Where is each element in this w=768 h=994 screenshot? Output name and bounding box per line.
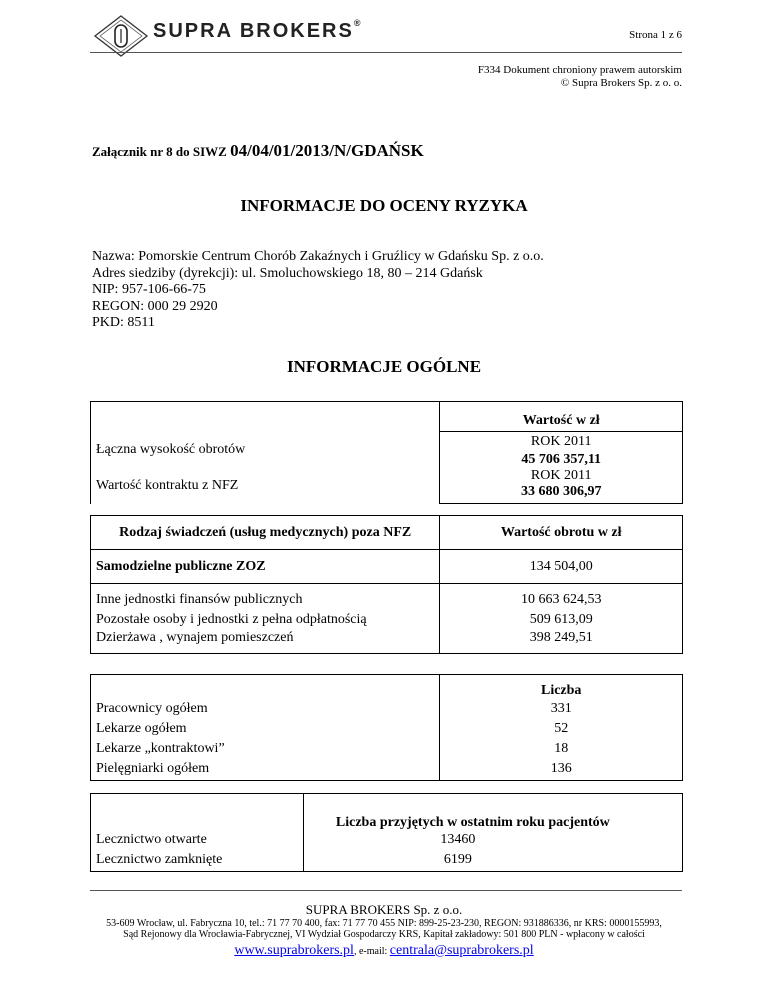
email-link[interactable]: centrala@suprabrokers.pl — [389, 943, 534, 958]
footer-address: 53-609 Wrocław, ul. Fabryczna 10, tel.: 71 77 70 400, fax: 71 77 70 455 NIP: 899-25-23-230, REGON: 931886336, nr KRS: 0000155993, — [106, 918, 662, 929]
row-label: Dzierżawa , wynajem pomieszczeń — [91, 630, 440, 654]
table-row — [91, 468, 683, 484]
row-label: Łączna wysokość obrotów — [91, 432, 440, 468]
row-label: Samodzielne publiczne ZOZ — [91, 550, 440, 584]
table-row — [91, 719, 683, 739]
table3-header: Liczba — [540, 682, 582, 698]
row-value: 45 706 357,11 — [440, 452, 683, 468]
table-row — [91, 630, 683, 654]
row-label: Wartość kontraktu z NFZ — [91, 468, 440, 504]
row-label: Inne jednostki finansów publicznych — [91, 590, 440, 610]
annex-reference: Załącznik nr 8 do SIWZ 04/04/01/2013/N/GDAŃSK — [92, 141, 424, 160]
table-row — [91, 590, 683, 610]
table-row — [91, 432, 683, 452]
page-number: Strona 1 z 6 — [629, 29, 682, 41]
table-row — [91, 850, 683, 872]
row-year: ROK 2011 — [440, 432, 683, 452]
table-row — [91, 830, 683, 850]
copyright-line-2: © Supra Brokers Sp. z o. o. — [560, 77, 682, 89]
row-value: 509 613,09 — [529, 611, 593, 627]
row-value: 10 663 624,53 — [520, 591, 602, 607]
footer-court: Sąd Rejonowy dla Wrocławia-Fabrycznej, VI Wydział Gospodarczy KRS, Kapitał zakładowy: 501 800 PLN - wpłacony w całości — [123, 929, 645, 940]
company-info — [92, 249, 544, 332]
table2-header-right: Wartość obrotu w zł — [500, 524, 622, 540]
row-value: 6199 — [443, 852, 472, 868]
table1-header: Wartość w zł — [440, 402, 683, 429]
company-address: Adres siedziby (dyrekcji): ul. Smoluchowskiego 18, 80 – 214 Gdańsk — [92, 265, 483, 281]
row-value: 33 680 306,97 — [440, 484, 683, 504]
staff-table — [90, 674, 683, 781]
table-row — [91, 699, 683, 719]
row-value: 134 504,00 — [529, 558, 593, 574]
table-row — [91, 610, 683, 630]
footer-divider — [90, 890, 682, 891]
row-label: Lecznictwo otwarte — [91, 830, 304, 850]
row-value: 136 — [550, 761, 572, 777]
row-year: ROK 2011 — [440, 468, 683, 484]
row-label: Pielęgniarki ogółem — [91, 759, 440, 781]
row-value: 398 249,51 — [529, 629, 593, 645]
row-value: 331 — [550, 700, 572, 716]
footer-contact — [0, 943, 768, 959]
row-label: Lecznictwo zamknięte — [91, 850, 304, 872]
website-link[interactable]: www.suprabrokers.pl — [234, 943, 354, 958]
table-row — [91, 739, 683, 759]
footer-company: SUPRA BROKERS Sp. z o.o. — [305, 902, 463, 917]
table-row — [91, 759, 683, 781]
copyright-line-1: F334 Dokument chroniony prawem autorskim — [477, 64, 682, 76]
table4-header: Liczba przyjętych w ostatnim roku pacjentów — [335, 814, 610, 830]
brand-name: SUPRA BROKERS® — [153, 18, 361, 42]
table2-header-left: Rodzaj świadczeń (usług medycznych) poza NFZ — [91, 516, 440, 550]
row-value: 13460 — [440, 831, 476, 847]
company-pkd: PKD: 8511 — [92, 315, 155, 330]
services-table — [90, 515, 683, 654]
title-general-info: INFORMACJE OGÓLNE — [286, 357, 482, 376]
row-label: Pozostałe osoby i jednostki z pełna odpłatnością — [91, 610, 440, 630]
table-row — [91, 550, 683, 584]
turnover-table — [90, 401, 683, 504]
row-label: Lekarze „kontraktowi” — [91, 739, 440, 759]
company-regon: REGON: 000 29 2920 — [92, 298, 218, 314]
row-label: Lekarze ogółem — [91, 719, 440, 739]
email-label: , e-mail: — [353, 946, 390, 957]
header-divider — [90, 52, 682, 53]
row-label: Pracownicy ogółem — [91, 699, 440, 719]
row-value: 52 — [554, 720, 569, 736]
title-risk-info: INFORMACJE DO OCENY RYZYKA — [240, 196, 528, 215]
company-name: Nazwa: Pomorskie Centrum Chorób Zakaźnych i Gruźlicy w Gdańsku Sp. z o.o. — [92, 249, 544, 264]
patients-table — [90, 793, 683, 872]
company-nip: NIP: 957-106-66-75 — [92, 282, 206, 297]
row-value: 18 — [554, 740, 569, 756]
